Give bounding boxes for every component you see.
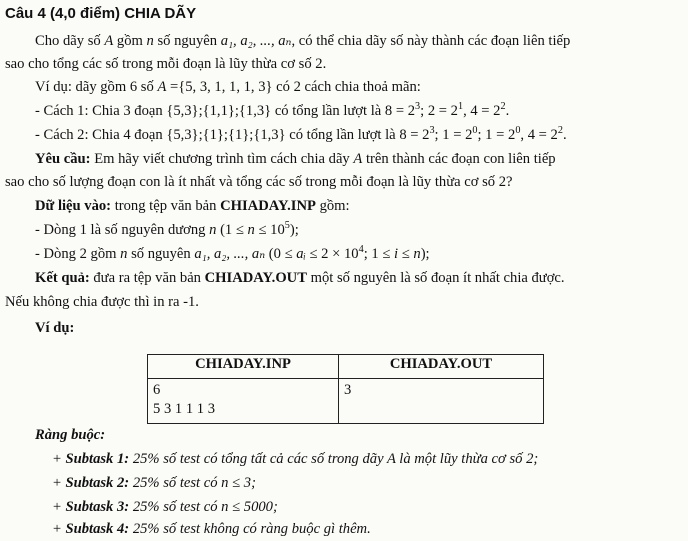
var-n: n bbox=[146, 33, 154, 49]
math: ≤ bbox=[398, 246, 414, 262]
exponent: 3 bbox=[415, 101, 421, 113]
constraints-label: Ràng buộc: bbox=[35, 427, 106, 443]
subtask-name: Subtask 1: bbox=[65, 451, 130, 467]
text: gồm bbox=[113, 33, 147, 49]
text: - Cách 2: Chia 4 đoạn {5,3};{1};{1};{1,3} có tổng lần lượt là bbox=[35, 127, 400, 143]
math: (0 ≤ bbox=[265, 246, 297, 262]
text: trong tệp văn bản bbox=[111, 198, 221, 214]
subtask-text: 25% số test có n ≤ 5000; bbox=[129, 499, 278, 515]
text: Cho dãy số bbox=[35, 33, 105, 49]
requirement-line-2: sao cho số lượng đoạn con là ít nhất và tổng các số trong mỗi đoạn là lũy thừa cơ số 2? bbox=[5, 174, 513, 190]
bullet: + bbox=[52, 521, 66, 537]
table-cell-out bbox=[339, 379, 544, 424]
text: trên thành các đoạn con liên tiếp bbox=[362, 151, 556, 167]
table-row bbox=[148, 379, 544, 424]
subtask-name: Subtask 4: bbox=[65, 521, 130, 537]
var-A: A bbox=[157, 79, 167, 95]
math: , 4 = 2 bbox=[463, 103, 501, 119]
method-1 bbox=[35, 101, 510, 119]
var-n: n bbox=[247, 222, 255, 238]
table-header-inp: CHIADAY.INP bbox=[148, 355, 339, 379]
table-header-out: CHIADAY.OUT bbox=[339, 355, 544, 379]
var-A: A bbox=[104, 33, 114, 49]
math: ≤ 2 × 10 bbox=[305, 246, 359, 262]
output-heading bbox=[35, 271, 565, 286]
exponent: 1 bbox=[457, 101, 464, 113]
example-table bbox=[147, 354, 544, 424]
exponent: 2 bbox=[500, 101, 506, 113]
exponent: 0 bbox=[472, 125, 478, 137]
requirement-line-1 bbox=[35, 152, 556, 167]
text: - Cách 1: Chia 3 đoạn {5,3};{1,1};{1,3} có tổng lần lượt là bbox=[35, 103, 385, 119]
cell-line: 6 bbox=[153, 382, 161, 398]
text: gồm: bbox=[315, 198, 350, 214]
exponent: 2 bbox=[557, 125, 563, 137]
requirement-label: Yêu cầu: bbox=[35, 151, 91, 167]
var-n: n bbox=[120, 246, 128, 262]
math: ; 1 = 2 bbox=[477, 127, 516, 143]
method-2 bbox=[35, 125, 567, 143]
subtask-name: Subtask 2: bbox=[65, 475, 130, 491]
subtask-text: 25% số test có tổng tất cả các số trong dãy A là một lũy thừa cơ số 2; bbox=[129, 451, 539, 467]
math: ; 1 = 2 bbox=[434, 127, 473, 143]
var-i: i bbox=[394, 246, 399, 262]
var-n: n bbox=[413, 246, 421, 262]
text: Em hãy viết chương trình tìm cách chia dãy bbox=[90, 151, 354, 167]
text: - Dòng 1 là số nguyên dương bbox=[35, 222, 210, 238]
math: ; 1 ≤ bbox=[363, 246, 395, 262]
exponent: 3 bbox=[429, 125, 435, 137]
input-filename: CHIADAY.INP bbox=[220, 198, 316, 214]
math: ); bbox=[420, 246, 430, 262]
var-n: n bbox=[209, 222, 217, 238]
text: số nguyên bbox=[153, 33, 221, 49]
bullet: + bbox=[52, 475, 66, 491]
subtask-text: 25% số test có n ≤ 3; bbox=[129, 475, 256, 491]
subtask-2 bbox=[52, 476, 256, 491]
math: 8 = 2 bbox=[384, 103, 416, 119]
output-filename: CHIADAY.OUT bbox=[204, 270, 307, 286]
example-label: Ví dụ: bbox=[35, 320, 75, 336]
cell-line: 3 bbox=[344, 382, 352, 398]
text: Ví dụ: dãy gồm 6 số bbox=[35, 79, 158, 95]
math: (1 ≤ bbox=[216, 222, 248, 238]
table-header-row bbox=[148, 355, 544, 379]
math: . bbox=[562, 127, 567, 143]
subtask-4 bbox=[52, 522, 371, 537]
subtask-name: Subtask 3: bbox=[65, 499, 130, 515]
math: ; 2 = 2 bbox=[420, 103, 458, 119]
input-heading bbox=[35, 199, 350, 214]
text: một số nguyên là số đoạn ít nhất chia được. bbox=[306, 270, 565, 286]
sequence-formula: a₁, a₂, ..., aₙ bbox=[194, 246, 266, 262]
text: , có thể chia dãy số này thành các đoạn liên tiếp bbox=[291, 33, 571, 49]
sequence-formula: a₁, a₂, ..., aₙ bbox=[220, 33, 292, 49]
math: ); bbox=[289, 222, 299, 238]
text: ={5, 3, 1, 1, 1, 3} có 2 cách chia thoả mãn: bbox=[166, 79, 421, 95]
input-label: Dữ liệu vào: bbox=[35, 198, 112, 214]
input-row-2 bbox=[35, 244, 430, 262]
exponent: 0 bbox=[515, 125, 521, 137]
output-label: Kết quả: bbox=[35, 270, 90, 286]
text: đưa ra tệp văn bản bbox=[89, 270, 205, 286]
table-cell-inp bbox=[148, 379, 339, 424]
intro-line-2: sao cho tổng các số trong mỗi đoạn là lũy thừa cơ số 2. bbox=[5, 56, 327, 72]
input-row-1 bbox=[35, 220, 299, 238]
bullet: + bbox=[52, 499, 66, 515]
exponent: 4 bbox=[358, 244, 364, 256]
math: . bbox=[505, 103, 510, 119]
text: số nguyên bbox=[127, 246, 195, 262]
problem-title: Câu 4 (4,0 điểm) CHIA DÃY bbox=[5, 5, 197, 22]
subtask-text: 25% số test không có ràng buộc gì thêm. bbox=[129, 521, 371, 537]
bullet: + bbox=[52, 451, 66, 467]
var-ai: aᵢ bbox=[296, 246, 306, 262]
output-line-2: Nếu không chia được thì in ra -1. bbox=[5, 294, 199, 310]
exponent: 5 bbox=[284, 220, 290, 232]
subtask-3 bbox=[52, 500, 278, 515]
math: ≤ 10 bbox=[254, 222, 285, 238]
math: 8 = 2 bbox=[399, 127, 430, 143]
math: , 4 = 2 bbox=[520, 127, 558, 143]
cell-line: 5 3 1 1 1 3 bbox=[153, 401, 216, 417]
var-A: A bbox=[353, 151, 363, 167]
example-intro bbox=[35, 80, 421, 95]
subtask-1 bbox=[52, 452, 538, 467]
intro-line-1 bbox=[35, 34, 570, 49]
text: - Dòng 2 gồm bbox=[35, 246, 121, 262]
